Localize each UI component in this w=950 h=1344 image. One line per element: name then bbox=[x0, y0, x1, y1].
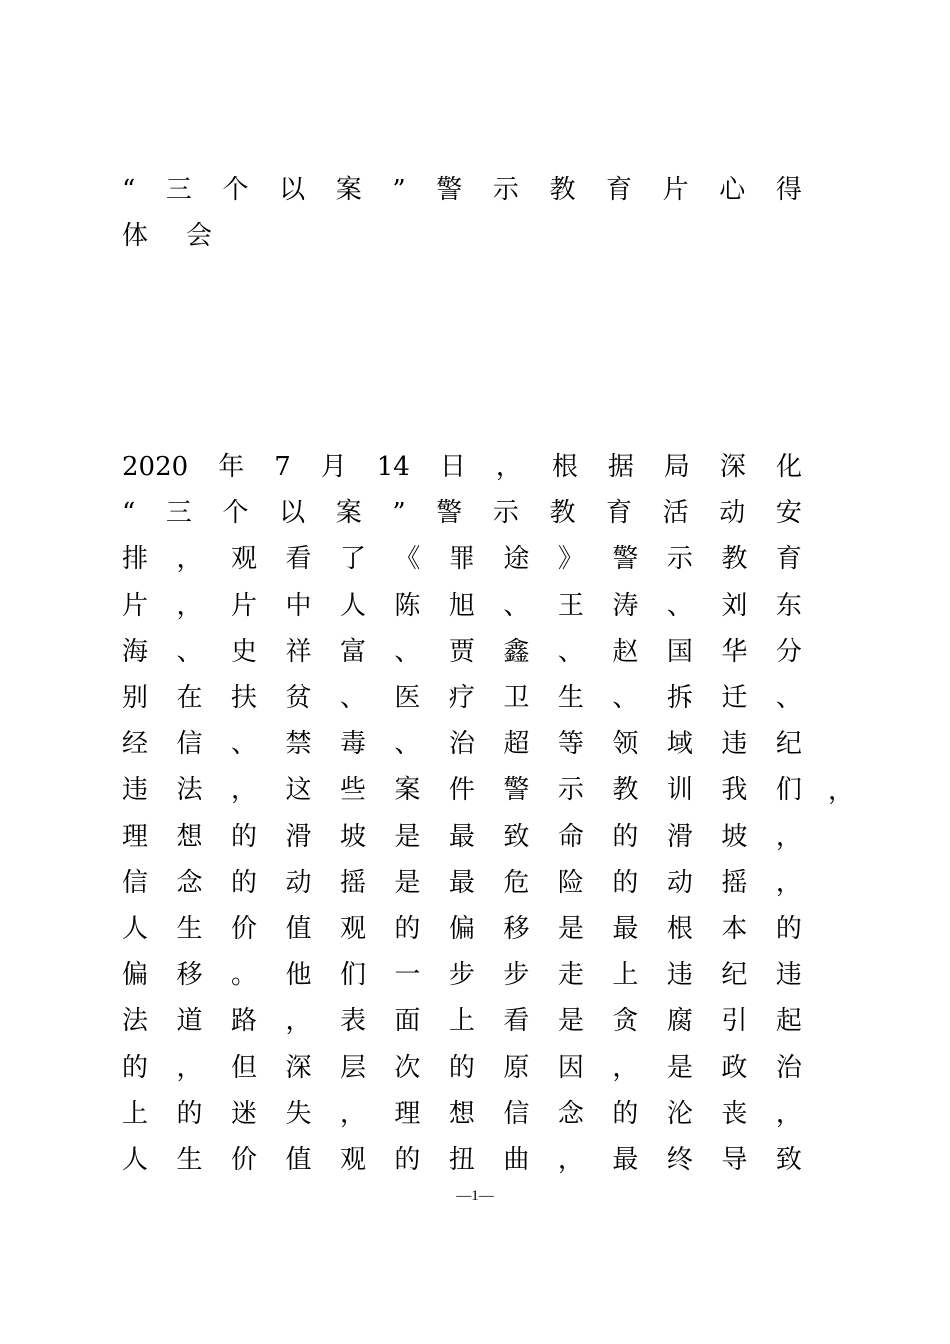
text-char: ， bbox=[176, 544, 203, 574]
text-char: 医 bbox=[394, 683, 421, 713]
text-char: 训 bbox=[666, 775, 693, 805]
text-char: 表 bbox=[339, 1006, 366, 1036]
text-char: 人 bbox=[122, 1145, 149, 1175]
text-char: 上 bbox=[122, 1099, 149, 1129]
text-char: 得 bbox=[775, 175, 802, 205]
text-char: 以 bbox=[279, 175, 306, 205]
text-char: 疗 bbox=[448, 683, 475, 713]
text-char: 赵 bbox=[612, 637, 639, 667]
text-char: 念 bbox=[557, 1099, 584, 1129]
text-char: 违 bbox=[721, 729, 748, 759]
text-char: 东 bbox=[775, 591, 802, 621]
text-char: ” bbox=[392, 175, 406, 205]
text-char: 、 bbox=[176, 637, 203, 667]
text-char: 王 bbox=[557, 591, 584, 621]
text-char: 三 bbox=[165, 175, 192, 205]
text-char: ” bbox=[392, 498, 406, 528]
text-char: 终 bbox=[666, 1145, 693, 1175]
text-char: 的 bbox=[230, 868, 257, 898]
text-char: 动 bbox=[285, 868, 312, 898]
text-char: 因 bbox=[557, 1053, 584, 1083]
text-char: 坡 bbox=[339, 822, 366, 852]
text-char: 案 bbox=[335, 175, 362, 205]
text-char: 观 bbox=[339, 1145, 366, 1175]
text-char: 、 bbox=[394, 729, 421, 759]
text-char: 、 bbox=[503, 591, 530, 621]
text-char: 迁 bbox=[721, 683, 748, 713]
text-char: 片 bbox=[122, 591, 149, 621]
text-char: 滑 bbox=[285, 822, 312, 852]
text-char: 上 bbox=[612, 960, 639, 990]
body-line bbox=[122, 586, 802, 626]
text-char: 偏 bbox=[448, 914, 475, 944]
text-char: 命 bbox=[557, 822, 584, 852]
text-char: 道 bbox=[176, 1006, 203, 1036]
text-char: 想 bbox=[448, 1099, 475, 1129]
text-char: 会 bbox=[186, 221, 213, 251]
text-char: 个 bbox=[222, 498, 249, 528]
text-char: 理 bbox=[394, 1099, 421, 1129]
text-char: ， bbox=[775, 822, 802, 852]
text-char: 的 bbox=[612, 868, 639, 898]
text-char: 违 bbox=[122, 775, 149, 805]
text-char: 最 bbox=[448, 868, 475, 898]
text-char: 贾 bbox=[448, 637, 475, 667]
text-char: 案 bbox=[394, 775, 421, 805]
text-char: 但 bbox=[230, 1053, 257, 1083]
text-char: 最 bbox=[612, 1145, 639, 1175]
text-char: 偏 bbox=[122, 960, 149, 990]
text-char: 体 bbox=[122, 221, 149, 251]
text-char: 一 bbox=[394, 960, 421, 990]
text-char: 最 bbox=[612, 914, 639, 944]
text-char: 走 bbox=[557, 960, 584, 990]
text-char: 毒 bbox=[339, 729, 366, 759]
title-line bbox=[122, 170, 802, 210]
text-char: 片 bbox=[662, 175, 689, 205]
body-line bbox=[122, 1001, 802, 1041]
text-char: 国 bbox=[666, 637, 693, 667]
text-char: 旭 bbox=[448, 591, 475, 621]
text-char: ， bbox=[176, 1053, 203, 1083]
text-char: 个 bbox=[222, 175, 249, 205]
text-char: 危 bbox=[503, 868, 530, 898]
text-char: 曲 bbox=[503, 1145, 530, 1175]
text-char: 年 bbox=[218, 452, 245, 482]
text-char: 、 bbox=[666, 591, 693, 621]
text-char: 法 bbox=[122, 1006, 149, 1036]
text-char: 上 bbox=[448, 1006, 475, 1036]
body-line bbox=[122, 539, 802, 579]
text-char: 人 bbox=[122, 914, 149, 944]
body-line bbox=[122, 1140, 802, 1180]
text-char: 鑫 bbox=[503, 637, 530, 667]
text-char: 原 bbox=[503, 1053, 530, 1083]
text-char: ， bbox=[339, 1099, 366, 1129]
text-char: 教 bbox=[612, 775, 639, 805]
text-char: 7 bbox=[274, 452, 291, 482]
text-char: ， bbox=[495, 452, 522, 482]
text-char: 是 bbox=[557, 1006, 584, 1036]
text-char: 失 bbox=[285, 1099, 312, 1129]
text-char: 信 bbox=[176, 729, 203, 759]
text-char: 中 bbox=[285, 591, 312, 621]
text-char: 路 bbox=[230, 1006, 257, 1036]
text-char: 摇 bbox=[339, 868, 366, 898]
text-char: 育 bbox=[606, 498, 633, 528]
text-char: 途 bbox=[503, 544, 530, 574]
text-char: 祥 bbox=[285, 637, 312, 667]
text-char: ， bbox=[775, 868, 802, 898]
text-char: 育 bbox=[775, 544, 802, 574]
text-char: 移 bbox=[503, 914, 530, 944]
text-char: 禁 bbox=[285, 729, 312, 759]
text-char: 拆 bbox=[666, 683, 693, 713]
text-char: ， bbox=[775, 1099, 802, 1129]
text-char: 局 bbox=[663, 452, 690, 482]
text-char: 月 bbox=[320, 452, 347, 482]
text-char: ， bbox=[285, 1006, 312, 1036]
body-line bbox=[122, 724, 802, 764]
text-char: 动 bbox=[666, 868, 693, 898]
text-char: 值 bbox=[285, 914, 312, 944]
text-char: 活 bbox=[662, 498, 689, 528]
text-char: 领 bbox=[612, 729, 639, 759]
text-char: 险 bbox=[557, 868, 584, 898]
text-char: 海 bbox=[122, 637, 149, 667]
text-char: 警 bbox=[612, 544, 639, 574]
text-char: 信 bbox=[122, 868, 149, 898]
text-char: 华 bbox=[721, 637, 748, 667]
text-char: 心 bbox=[719, 175, 746, 205]
text-char: 以 bbox=[279, 498, 306, 528]
text-char: 件 bbox=[448, 775, 475, 805]
text-char: 观 bbox=[230, 544, 257, 574]
text-char: 步 bbox=[503, 960, 530, 990]
text-char: 最 bbox=[448, 822, 475, 852]
text-char: 、 bbox=[339, 683, 366, 713]
text-char: 涛 bbox=[612, 591, 639, 621]
body-line bbox=[122, 493, 802, 533]
text-char: 丧 bbox=[721, 1099, 748, 1129]
body-line bbox=[122, 955, 802, 995]
text-char: ， bbox=[176, 591, 203, 621]
text-char: 导 bbox=[721, 1145, 748, 1175]
text-char: 《 bbox=[394, 544, 421, 574]
text-char: 层 bbox=[339, 1053, 366, 1083]
text-char: 卫 bbox=[503, 683, 530, 713]
text-char: 违 bbox=[775, 960, 802, 990]
text-char: 迷 bbox=[230, 1099, 257, 1129]
text-char: “ bbox=[122, 498, 136, 528]
text-char: 警 bbox=[436, 175, 463, 205]
text-char: 是 bbox=[394, 868, 421, 898]
body-line bbox=[122, 863, 802, 903]
body-line bbox=[122, 678, 802, 718]
text-char: 想 bbox=[176, 822, 203, 852]
text-char: 的 bbox=[122, 1053, 149, 1083]
text-char: 致 bbox=[775, 1145, 802, 1175]
text-char: 的 bbox=[612, 822, 639, 852]
text-char: 政 bbox=[721, 1053, 748, 1083]
text-char: 安 bbox=[775, 498, 802, 528]
text-char: 生 bbox=[176, 1145, 203, 1175]
text-char: 。 bbox=[230, 960, 257, 990]
text-char: 扭 bbox=[448, 1145, 475, 1175]
text-char: ， bbox=[612, 1053, 639, 1083]
body-line bbox=[122, 909, 802, 949]
text-char: 罪 bbox=[448, 544, 475, 574]
text-char: 滑 bbox=[666, 822, 693, 852]
text-char: 生 bbox=[557, 683, 584, 713]
text-char: 是 bbox=[666, 1053, 693, 1083]
text-char: 、 bbox=[612, 683, 639, 713]
text-char: 示 bbox=[492, 498, 519, 528]
text-char: 念 bbox=[176, 868, 203, 898]
text-char: ， bbox=[557, 1145, 584, 1175]
text-char: 分 bbox=[775, 637, 802, 667]
text-char: 陈 bbox=[394, 591, 421, 621]
text-char: 起 bbox=[775, 1006, 802, 1036]
text-char: 超 bbox=[503, 729, 530, 759]
text-char: 治 bbox=[775, 1053, 802, 1083]
text-char: 们 bbox=[775, 775, 802, 805]
text-char: 看 bbox=[503, 1006, 530, 1036]
overflow-punctuation: ， bbox=[828, 776, 855, 806]
body-line bbox=[122, 1048, 802, 1088]
text-char: 、 bbox=[230, 729, 257, 759]
text-char: 经 bbox=[122, 729, 149, 759]
text-char: 案 bbox=[335, 498, 362, 528]
text-char: 了 bbox=[339, 544, 366, 574]
text-char: 贪 bbox=[612, 1006, 639, 1036]
body-line bbox=[122, 447, 802, 487]
text-char: 的 bbox=[612, 1099, 639, 1129]
text-char: 步 bbox=[448, 960, 475, 990]
text-char: 的 bbox=[230, 822, 257, 852]
text-char: 在 bbox=[176, 683, 203, 713]
text-char: 纪 bbox=[775, 729, 802, 759]
title-line bbox=[122, 216, 802, 256]
text-char: 示 bbox=[492, 175, 519, 205]
body-line bbox=[122, 632, 802, 672]
text-char: 治 bbox=[448, 729, 475, 759]
text-char: 据 bbox=[607, 452, 634, 482]
page-number: —1— bbox=[456, 1188, 494, 1204]
text-char: 看 bbox=[285, 544, 312, 574]
text-char: 贫 bbox=[285, 683, 312, 713]
text-char: 、 bbox=[557, 637, 584, 667]
text-char: 们 bbox=[339, 960, 366, 990]
text-char: 域 bbox=[666, 729, 693, 759]
text-char: 刘 bbox=[721, 591, 748, 621]
text-char: 本 bbox=[721, 914, 748, 944]
text-char: 等 bbox=[557, 729, 584, 759]
text-char: 值 bbox=[285, 1145, 312, 1175]
text-char: 教 bbox=[721, 544, 748, 574]
text-char: 片 bbox=[230, 591, 257, 621]
text-char: 根 bbox=[666, 914, 693, 944]
text-char: 纪 bbox=[721, 960, 748, 990]
text-char: 示 bbox=[666, 544, 693, 574]
text-char: 是 bbox=[394, 822, 421, 852]
text-char: 致 bbox=[503, 822, 530, 852]
body-line bbox=[122, 1094, 802, 1134]
text-char: 摇 bbox=[721, 868, 748, 898]
body-line bbox=[122, 770, 802, 810]
text-char: 根 bbox=[551, 452, 578, 482]
text-char: 面 bbox=[394, 1006, 421, 1036]
text-char: 引 bbox=[721, 1006, 748, 1036]
text-char: 这 bbox=[285, 775, 312, 805]
text-char: 扶 bbox=[230, 683, 257, 713]
text-char: 的 bbox=[176, 1099, 203, 1129]
text-char: 示 bbox=[557, 775, 584, 805]
text-char: 排 bbox=[122, 544, 149, 574]
text-char: 三 bbox=[165, 498, 192, 528]
text-char: 的 bbox=[394, 1145, 421, 1175]
text-char: 、 bbox=[394, 637, 421, 667]
text-char: 14 bbox=[376, 452, 410, 482]
text-char: ， bbox=[230, 775, 257, 805]
text-char: 价 bbox=[230, 914, 257, 944]
text-char: 观 bbox=[339, 914, 366, 944]
text-char: 生 bbox=[176, 914, 203, 944]
text-char: 化 bbox=[775, 452, 802, 482]
text-char: 警 bbox=[503, 775, 530, 805]
text-char: 腐 bbox=[666, 1006, 693, 1036]
text-char: 》 bbox=[557, 544, 584, 574]
text-char: 移 bbox=[176, 960, 203, 990]
text-char: 的 bbox=[448, 1053, 475, 1083]
text-char: 史 bbox=[230, 637, 257, 667]
text-char: 的 bbox=[775, 914, 802, 944]
text-char: “ bbox=[122, 175, 136, 205]
text-char: 些 bbox=[339, 775, 366, 805]
text-char: 警 bbox=[436, 498, 463, 528]
text-char: 他 bbox=[285, 960, 312, 990]
text-char: 沦 bbox=[666, 1099, 693, 1129]
text-char: 育 bbox=[606, 175, 633, 205]
text-char: 信 bbox=[503, 1099, 530, 1129]
text-char: 违 bbox=[666, 960, 693, 990]
text-char: 日 bbox=[439, 452, 466, 482]
text-char: 教 bbox=[549, 175, 576, 205]
text-char: 深 bbox=[285, 1053, 312, 1083]
text-char: 深 bbox=[719, 452, 746, 482]
text-char: 的 bbox=[394, 914, 421, 944]
text-char: 富 bbox=[339, 637, 366, 667]
text-char: 我 bbox=[721, 775, 748, 805]
text-char: 法 bbox=[176, 775, 203, 805]
text-char: 2020 bbox=[122, 452, 189, 482]
body-line bbox=[122, 817, 802, 857]
text-char: 是 bbox=[557, 914, 584, 944]
text-char: 坡 bbox=[721, 822, 748, 852]
text-char: 、 bbox=[775, 683, 802, 713]
text-char: 价 bbox=[230, 1145, 257, 1175]
text-char: 别 bbox=[122, 683, 149, 713]
text-char: 教 bbox=[549, 498, 576, 528]
text-char: 次 bbox=[394, 1053, 421, 1083]
text-char: 理 bbox=[122, 822, 149, 852]
text-char: 人 bbox=[339, 591, 366, 621]
text-char: 动 bbox=[719, 498, 746, 528]
